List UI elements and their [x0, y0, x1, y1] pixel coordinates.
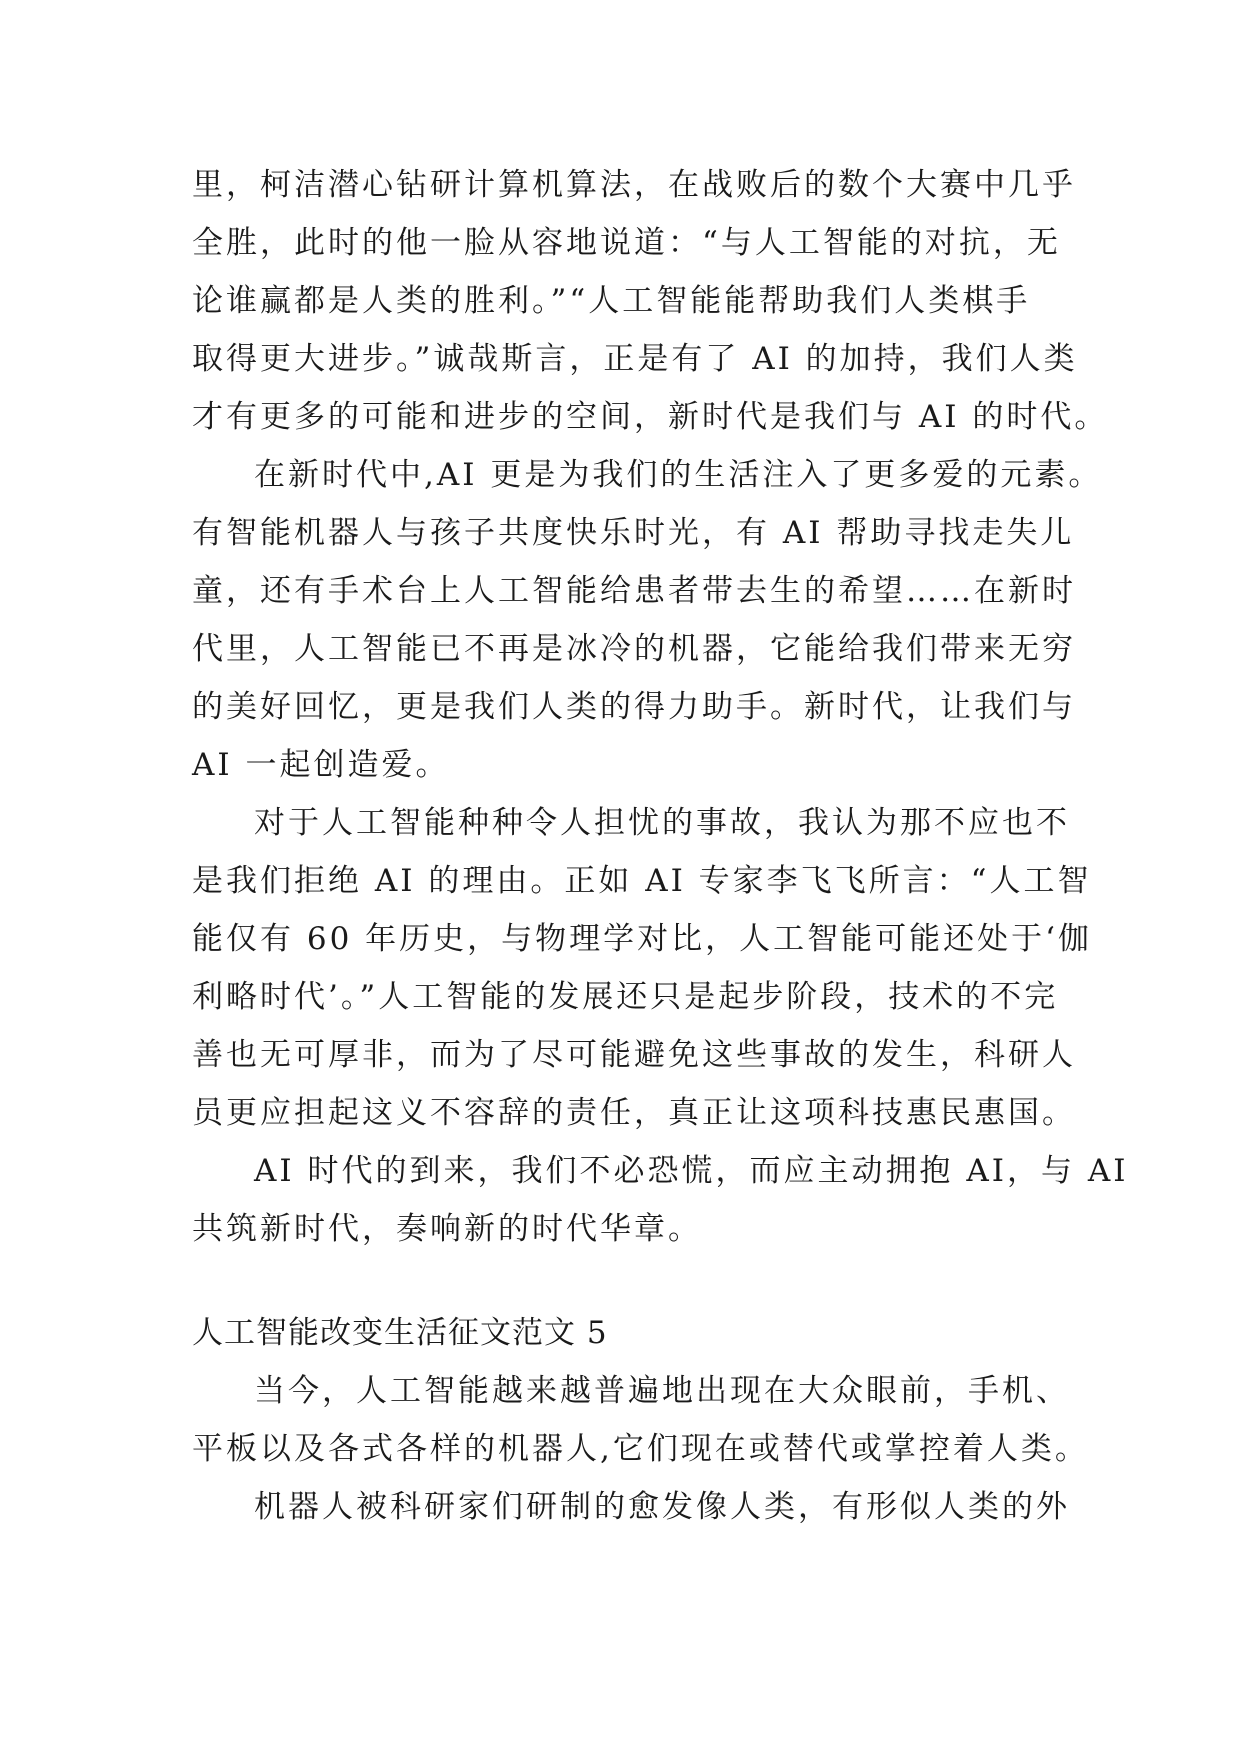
text-line: 论谁赢都是人类的胜利。”“人工智能能帮助我们人类棋手 [192, 283, 1031, 319]
text-line: 代里，人工智能已不再是冰冷的机器，它能给我们带来无穷 [192, 631, 1076, 667]
paragraph-first-line: 在新时代中,AI 更是为我们的生活注入了更多爱的元素。 [254, 457, 1103, 493]
paragraph-first-line: AI 时代的到来，我们不必恐慌，而应主动拥抱 AI，与 AI [254, 1153, 1129, 1189]
text-line: 才有更多的可能和进步的空间，新时代是我们与 AI 的时代。 [192, 399, 1109, 435]
text-line: 员更应担起这义不容辞的责任，真正让这项科技惠民惠国。 [192, 1095, 1076, 1131]
text-line: 的美好回忆，更是我们人类的得力助手。新时代，让我们与 [192, 689, 1076, 725]
paragraph-first-line: 机器人被科研家们研制的愈发像人类，有形似人类的外 [254, 1489, 1070, 1525]
paragraph-first-line: 当今，人工智能越来越普遍地出现在大众眼前，手机、 [254, 1373, 1070, 1409]
text-line: 取得更大进步。”诚哉斯言，正是有了 AI 的加持，我们人类 [192, 341, 1078, 377]
text-line: AI 一起创造爱。 [192, 747, 450, 783]
text-line: 善也无可厚非，而为了尽可能避免这些事故的发生，科研人 [192, 1037, 1076, 1073]
text-line: 平板以及各式各样的机器人,它们现在或替代或掌控着人类。 [192, 1431, 1089, 1467]
text-line: 能仅有 60 年历史，与物理学对比，人工智能可能还处于‘伽 [192, 921, 1093, 957]
text-line: 共筑新时代，奏响新的时代华章。 [192, 1211, 702, 1247]
paragraph-first-line: 对于人工智能种种令人担忧的事故，我认为那不应也不 [254, 805, 1070, 841]
section-heading: 人工智能改变生活征文范文 5 [192, 1315, 608, 1351]
text-line: 有智能机器人与孩子共度快乐时光，有 AI 帮助寻找走失儿 [192, 515, 1075, 551]
text-line: 全胜，此时的他一脸从容地说道：“与人工智能的对抗，无 [192, 225, 1061, 261]
text-line: 童，还有手术台上人工智能给患者带去生的希望……在新时 [192, 573, 1076, 609]
text-line: 利略时代’。”人工智能的发展还只是起步阶段，技术的不完 [192, 979, 1059, 1015]
text-line: 是我们拒绝 AI 的理由。正如 AI 专家李飞飞所言：“人工智 [192, 863, 1092, 899]
text-line: 里，柯洁潜心钻研计算机算法，在战败后的数个大赛中几乎 [192, 167, 1076, 203]
